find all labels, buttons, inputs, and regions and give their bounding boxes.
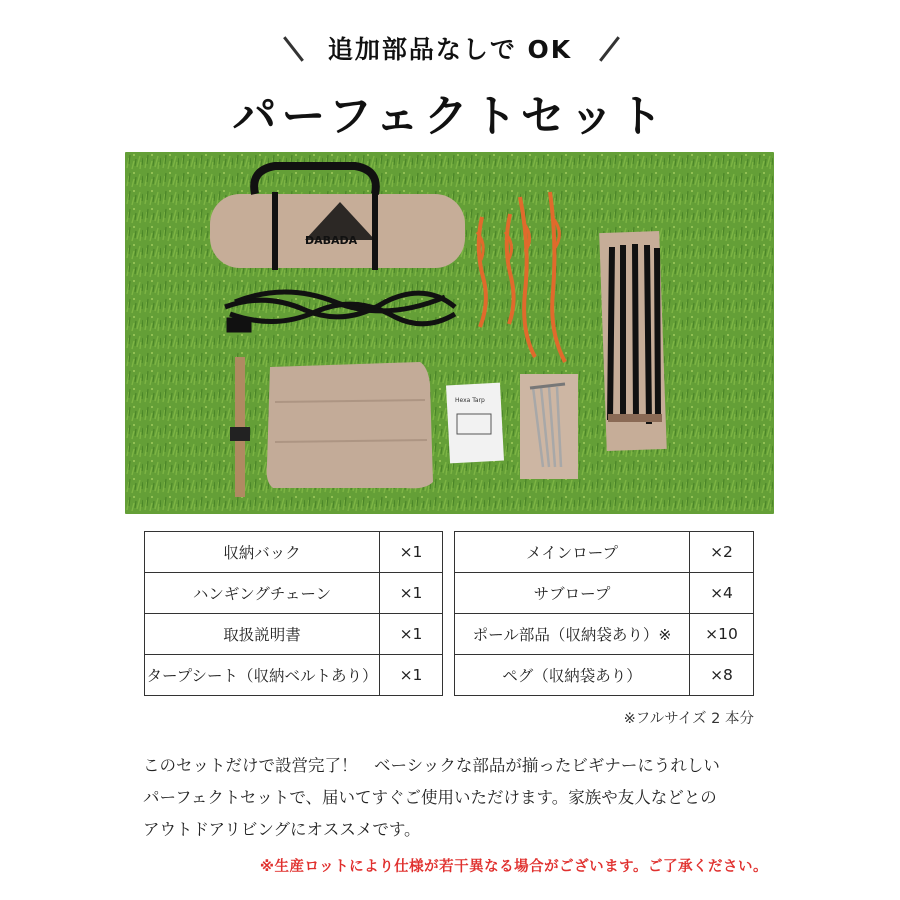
items-table-left (144, 531, 443, 696)
item-qty: ×10 (690, 614, 754, 655)
item-name: サブロープ (455, 573, 690, 614)
description-line: パーフェクトセットで、届いてすぐご使用いただけます。家族や友人などとの (143, 788, 717, 807)
tarp-sheet-item (267, 362, 433, 488)
item-qty: ×1 (380, 614, 443, 655)
table-row (145, 655, 443, 696)
item-name: 収納バック (145, 532, 380, 573)
items-table-right (454, 531, 754, 696)
table-row (455, 655, 754, 696)
table-row (145, 573, 443, 614)
item-qty: ×1 (380, 573, 443, 614)
item-qty: ×2 (690, 532, 754, 573)
product-photo-illustration (125, 152, 774, 514)
item-name: ハンギングチェーン (145, 573, 380, 614)
peg-set-item (520, 374, 578, 479)
item-name: ペグ（収納袋あり） (455, 655, 690, 696)
description-line: アウトドアリビングにオススメです。 (143, 820, 421, 839)
table-row (145, 532, 443, 573)
table-row (145, 614, 443, 655)
item-name: メインロープ (455, 532, 690, 573)
item-qty: ×1 (380, 655, 443, 696)
table-row (455, 532, 754, 573)
manual-title-text: Hexa Tarp (455, 397, 485, 404)
footnote: ※フルサイズ 2 本分 (623, 711, 754, 727)
page-title: パーフェクトセット (232, 91, 668, 142)
pole-set-item (599, 231, 667, 451)
bag-logo-text: DABADA (305, 234, 358, 247)
item-name: タープシート（収納ベルトあり） (145, 655, 380, 696)
description-line: このセットだけで設営完了！ ベーシックな部品が揃ったビギナーにうれしい (143, 756, 720, 775)
table-row (455, 614, 754, 655)
description (143, 750, 783, 846)
notice-text: ※生産ロットにより仕様が若干異なる場合がございます。ご了承ください。 (259, 859, 768, 875)
item-qty: ×8 (690, 655, 754, 696)
item-name: ポール部品（収納袋あり）※ (455, 614, 690, 655)
item-qty: ×4 (690, 573, 754, 614)
product-photo (125, 152, 774, 514)
manual-item (446, 383, 504, 464)
item-qty: ×1 (380, 532, 443, 573)
table-row (455, 573, 754, 614)
item-name: 取扱説明書 (145, 614, 380, 655)
subtitle: 追加部品なしで OK (327, 35, 573, 64)
